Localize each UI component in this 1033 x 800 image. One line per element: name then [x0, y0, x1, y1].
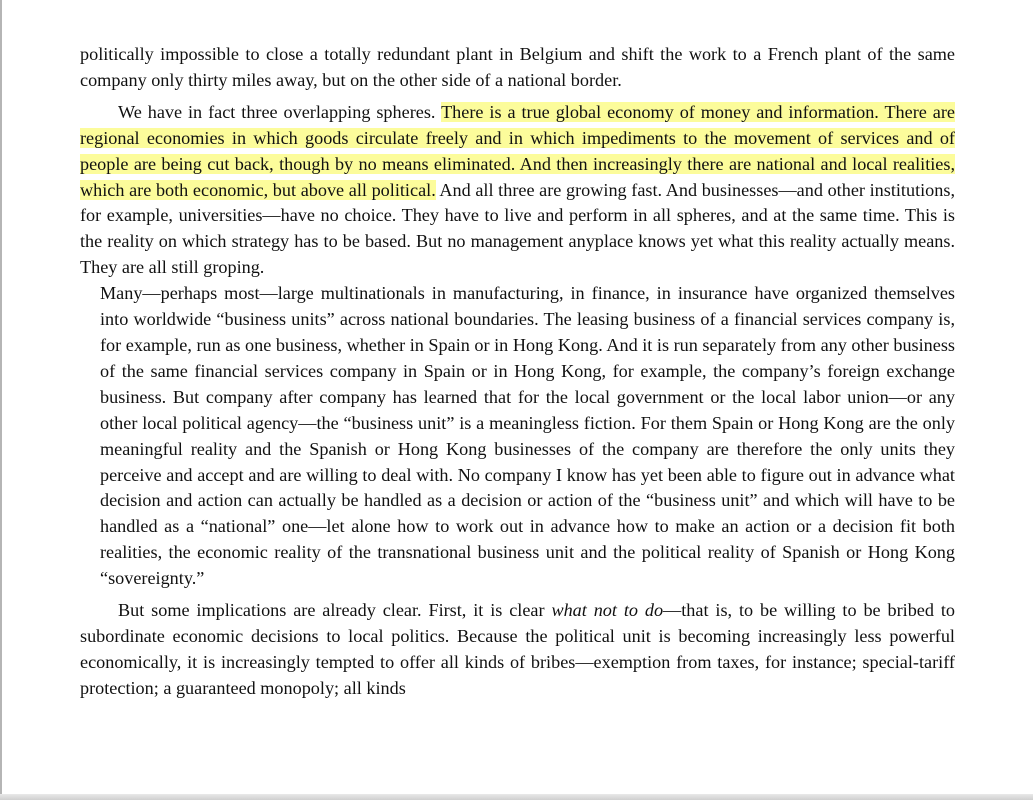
paragraph-spheres — [80, 100, 955, 281]
paragraph-text-after: —that is, to be willing to be bribed to subordinate economic decisions to local politics. Because the political unit is becoming increasingly less powerful economically, it is increasingly tempted to offer all kinds of bribes—exemption from taxes, for instance; special-tariff protection; a guaranteed monopoly; all kinds — [80, 600, 955, 698]
text-highlight[interactable]: There is a true global economy of money and information. There are regional economies in which goods circulate freely and in which impediments to the movement of services and of people are being cut back, though by no means eliminated. And then increasingly there are national and local realities, which are both economic, but above all political. — [80, 101, 955, 200]
paragraph-text-before: But some implications are already clear. First, it is clear — [118, 600, 552, 621]
paragraph-implications — [80, 598, 955, 702]
viewer-bottom-border — [0, 794, 1033, 800]
emphasis-text: what not to do — [551, 600, 664, 621]
document-page — [80, 42, 955, 702]
viewer-left-border — [0, 0, 2, 800]
paragraph-text: politically impossible to close a totally redundant plant in Belgium and shift the work to a French plant of the same company only thirty miles away, but on the other side of a national border. — [80, 44, 955, 90]
paragraph-text-before: We have in fact three overlapping spheres. — [118, 101, 442, 122]
paragraph-text: Many—perhaps most—large multinationals in manufacturing, in finance, in insurance have organized themselves into worldwide “business units” across national boundaries. The leasing business of a financial services company is, for example, run as one business, whether in Spain or in Hong Kong. And it is run separately from any other business of the same financial services company in Spain or in Hong Kong, for example, the company’s foreign exchange business. But company after company has learned that for the local government or the local labor union—or any other local political agency—the “business unit” is a meaningless fiction. For them Spain or Hong Kong are the only meaningful reality and the Spanish or Hong Kong businesses of the company are therefore the only units they perceive and accept and are willing to deal with. No company I know has yet been able to figure out in advance what decision and action can actually be handled as a decision or action of the “business unit” and which will have to be handled as a “national” one—let alone how to work out in advance how to make an action or a decision fit both realities, the economic reality of the transnational business unit and the political reality of Spanish or Hong Kong “sovereignty.” — [100, 283, 955, 589]
paragraph-continuation — [80, 42, 955, 94]
paragraph-multinationals — [100, 281, 955, 592]
paragraph-text-after: And all three are growing fast. And businesses—and other institutions, for example, universities—have no choice. They have to live and perform in all spheres, and at the same time. This is the reality on which strategy has to be based. But no management anyplace knows yet what this reality actually means. They are all still groping. — [80, 179, 955, 278]
